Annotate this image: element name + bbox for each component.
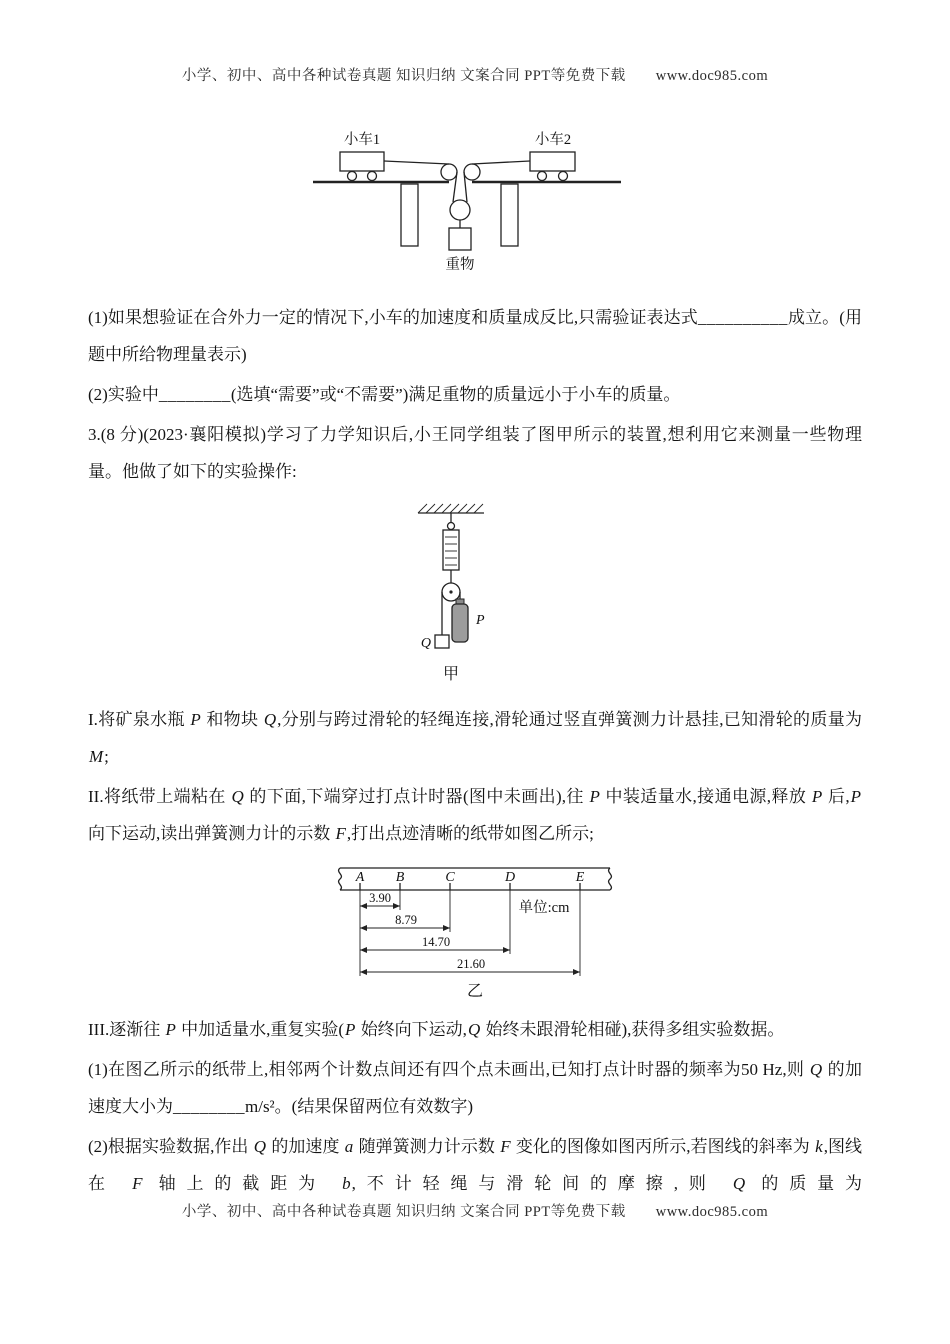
distance-AD: 14.70 (421, 935, 451, 949)
question3-intro: 3.(8 分)(2023·襄阳模拟)学习了力学知识后,小王同学组装了图甲所示的装置,想利用它来测量一些物理量。他做了如下的实验操作: (88, 425, 862, 481)
point-E: E (575, 870, 585, 885)
carts-pulley-diagram (305, 128, 645, 288)
ceiling (418, 504, 484, 513)
footer-url: www.doc985.com (655, 1204, 769, 1220)
step-2: II.将纸带上端粘在 Q 的下面,下端穿过打点计时器(图中未画出),往 P 中装适量水,接通电源,释放 P 后,P 向下运动,读出弹簧测力计的示数 F,打出点迹清晰的纸带如图乙所示; (88, 787, 862, 843)
tape-points (355, 870, 585, 890)
question2-part1: (1)如果想验证在合外力一定的情况下,小车的加速度和质量成反比,只需验证表达式__________成立。(用题中所给物理量表示) (88, 308, 862, 364)
cart2-label: 小车2 (534, 132, 572, 148)
cart-1 (340, 152, 384, 181)
weight-block (449, 228, 471, 250)
header-text: 小学、初中、高中各种试卷真题 知识归纳 文案合同 PPT等免费下载 (181, 68, 626, 84)
distance-AC: 8.79 (395, 913, 417, 927)
step-3: III.逐渐往 P 中加适量水,重复实验(P 始终向下运动,Q 始终未跟滑轮相碰),获得多组实验数据。 (88, 1020, 785, 1039)
question3-sub1: (1)在图乙所示的纸带上,相邻两个计数点间还有四个点未画出,已知打点计时器的频率为50 Hz,则 Q 的加速度大小为________m/s²。(结果保留两位有效数字) (88, 1060, 862, 1116)
pulley (442, 583, 460, 601)
distance-AE: 21.60 (456, 957, 486, 971)
header-url: www.doc985.com (655, 68, 769, 84)
question2-part2: (2)实验中________(选填“需要”或“不需要”)满足重物的质量远小于小车的质量。 (88, 385, 681, 404)
caption-yi: 乙 (466, 983, 484, 1000)
cart-2 (530, 152, 575, 181)
apparatus-figure (88, 498, 862, 693)
weight-label: 重物 (445, 257, 475, 273)
point-C: C (445, 870, 455, 885)
spring-scale (443, 513, 459, 583)
point-B: B (395, 870, 405, 885)
tape-outline (339, 868, 612, 890)
tape-diagram (330, 858, 620, 1000)
page-footer (0, 1200, 950, 1221)
cart1-label: 小车1 (343, 132, 381, 148)
distance-AB: 3.90 (369, 891, 391, 905)
footer-text: 小学、初中、高中各种试卷真题 知识归纳 文案合同 PPT等免费下载 (181, 1204, 626, 1220)
question3-sub2: (2)根据实验数据,作出 Q 的加速度 a 随弹簧测力计示数 F 变化的图像如图丙所示,若图线的斜率为 k,图线在 F 轴上的截距为 b,不计轻绳与滑轮间的摩擦,则 Q 的质量为 (88, 1137, 863, 1193)
label-Q: Q (420, 636, 431, 651)
point-D: D (504, 870, 516, 885)
page-header (0, 64, 950, 85)
carts-pulley-figure (88, 128, 862, 293)
unit-label: 单位:cm (518, 900, 570, 916)
apparatus-diagram (390, 498, 560, 688)
label-P: P (476, 613, 485, 628)
pulleys-and-string (384, 161, 530, 228)
step-1: I.将矿泉水瓶 P 和物块 Q,分别与跨过滑轮的轻绳连接,滑轮通过竖直弹簧测力计悬挂,已知滑轮的质量为 M; (88, 710, 863, 766)
tables (313, 182, 621, 246)
point-A: A (355, 870, 365, 885)
caption-jia: 甲 (442, 666, 460, 683)
bottle-P (452, 599, 468, 642)
tape-figure (88, 858, 862, 1005)
block-Q (435, 635, 449, 648)
